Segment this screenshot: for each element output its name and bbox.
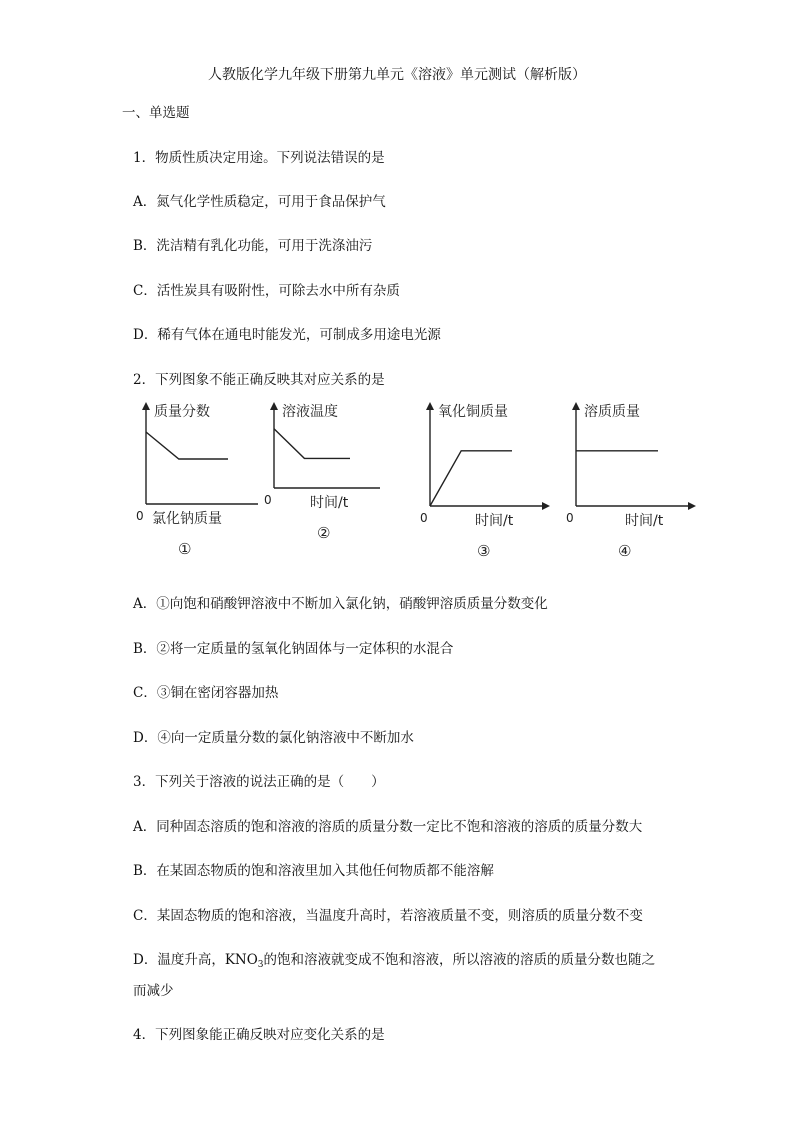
- q1-option-c: C．活性炭具有吸附性，可除去水中所有杂质: [133, 283, 400, 299]
- graph-1-y-label: 质量分数: [154, 404, 210, 420]
- graph-4-origin-label: 0: [566, 511, 574, 525]
- graph-1-index-label: ①: [178, 540, 192, 558]
- graph-4-x-arrow: [688, 502, 696, 510]
- graph-2-series-line: [274, 429, 350, 459]
- q2-option-c: C．③铜在密闭容器加热: [133, 685, 279, 701]
- graph-2-origin-label: 0: [264, 493, 272, 507]
- q3-option-a: A．同种固态溶质的饱和溶液的溶质的质量分数一定比不饱和溶液的溶质的质量分数大: [133, 819, 643, 835]
- graph-2-index-label: ②: [317, 524, 331, 542]
- graph-2-x-label: 时间/t: [310, 495, 349, 511]
- graph-1-x-label: 氯化钠质量: [152, 511, 222, 527]
- graph-4-index-label: ④: [618, 542, 632, 560]
- q3-option-d: [133, 948, 655, 970]
- graph-3-index-label: ③: [477, 542, 491, 560]
- q2-graphs: [120, 400, 700, 570]
- graph-1-y-arrow: [142, 402, 150, 410]
- graph-4-y-arrow: [572, 402, 580, 410]
- section-heading: 一、单选题: [122, 105, 190, 121]
- q3-option-d-continued: 而减少: [133, 983, 174, 999]
- q3-stem: 3．下列关于溶液的说法正确的是（ ）: [133, 774, 385, 790]
- graph-3-x-label: 时间/t: [475, 513, 514, 529]
- q1-stem: 1．物质性质决定用途。下列说法错误的是: [133, 150, 385, 166]
- q3-option-c: C．某固态物质的饱和溶液，当温度升高时，若溶液质量不变，则溶质的质量分数不变: [133, 908, 643, 924]
- q3-option-b: B．在某固态物质的饱和溶液里加入其他任何物质都不能溶解: [133, 863, 494, 879]
- graph-2-y-label: 溶液温度: [282, 404, 338, 420]
- graph-3-origin-label: 0: [420, 511, 428, 525]
- graph-3-y-label: 氧化铜质量: [438, 404, 508, 420]
- q2-graphs-svg: [120, 400, 700, 570]
- graph-1-origin-label: 0: [136, 509, 144, 523]
- graph-4-y-label: 溶质质量: [584, 404, 640, 420]
- graph-3-y-arrow: [426, 402, 434, 410]
- graph-3-x-arrow: [542, 502, 550, 510]
- q2-option-a: A．①向饱和硝酸钾溶液中不断加入氯化钠，硝酸钾溶质质量分数变化: [133, 596, 548, 612]
- graph-1-series-line: [146, 432, 228, 459]
- q1-option-b: B．洗洁精有乳化功能，可用于洗涤油污: [133, 238, 373, 254]
- q2-option-d: D．④向一定质量分数的氯化钠溶液中不断加水: [133, 730, 414, 746]
- q3-option-d-text-2: 的饱和溶液就变成不饱和溶液，所以溶液的溶质的质量分数也随之: [263, 952, 656, 968]
- graph-3-series-line: [430, 451, 512, 506]
- q4-stem: 4．下列图象能正确反映对应变化关系的是: [133, 1027, 385, 1043]
- q2-stem: 2．下列图象不能正确反映其对应关系的是: [133, 372, 385, 388]
- q1-option-a: A．氮气化学性质稳定，可用于食品保护气: [133, 194, 386, 210]
- q3-option-d-text-1: D．温度升高，KNO: [133, 952, 258, 968]
- q1-option-d: D．稀有气体在通电时能发光，可制成多用途电光源: [133, 327, 441, 343]
- graph-4-x-label: 时间/t: [625, 513, 664, 529]
- q3-option-d-subscript: 3: [257, 960, 264, 970]
- graph-2-y-arrow: [270, 402, 278, 410]
- q2-option-b: B．②将一定质量的氢氧化钠固体与一定体积的水混合: [133, 641, 454, 657]
- document-title: 人教版化学九年级下册第九单元《溶液》单元测试（解析版）: [208, 67, 586, 83]
